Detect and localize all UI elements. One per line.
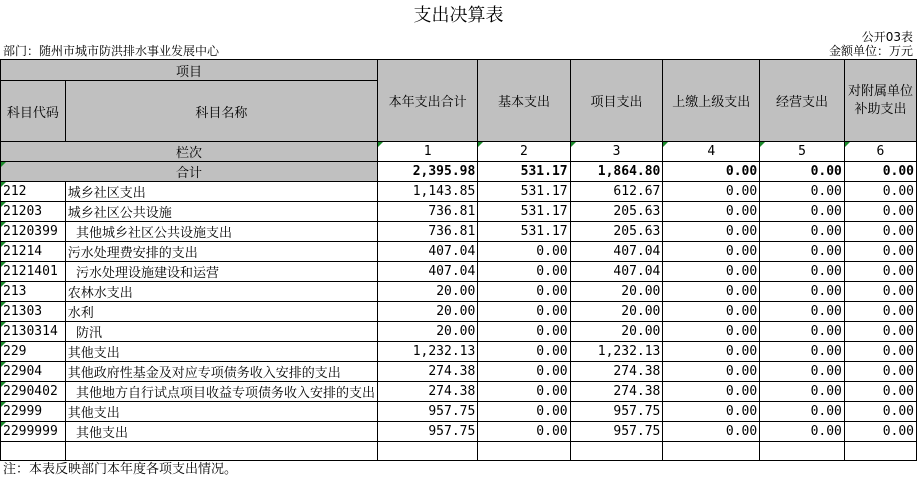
amount-cell: 20.00 (570, 322, 663, 342)
header-code: 科目代码 (1, 81, 66, 142)
table-row (1, 282, 917, 302)
amount-cell: 1,232.13 (378, 342, 478, 362)
empty-cell (760, 442, 845, 461)
subject-code-cell: 2120399 (1, 222, 66, 242)
empty-cell (478, 442, 570, 461)
subject-code-cell: 22999 (1, 402, 66, 422)
amount-cell: 0.00 (760, 362, 845, 382)
amount-cell: 20.00 (570, 282, 663, 302)
amount-cell: 407.04 (570, 242, 663, 262)
amount-cell: 736.81 (378, 202, 478, 222)
amount-cell: 0.00 (760, 402, 845, 422)
amount-unit-label: 金额单位：万元 (828, 44, 913, 58)
subject-name-cell: 污水处理设施建设和运营 (65, 262, 377, 282)
expenditure-table (0, 59, 917, 461)
table-row (1, 262, 917, 282)
amount-cell: 0.00 (760, 342, 845, 362)
subject-code-cell: 2299999 (1, 422, 66, 442)
amount-cell: 0.00 (663, 242, 760, 262)
amount-cell: 1,232.13 (570, 342, 663, 362)
amount-cell: 0.00 (478, 422, 570, 442)
amount-cell: 0.00 (663, 302, 760, 322)
amount-cell: 0.00 (663, 402, 760, 422)
header-name: 科目名称 (65, 81, 377, 142)
amount-cell: 0.00 (663, 342, 760, 362)
amount-cell: 0.00 (478, 262, 570, 282)
empty-cell (1, 442, 66, 461)
amount-cell: 0.00 (663, 222, 760, 242)
amount-cell: 0.00 (478, 242, 570, 262)
subject-code-cell: 2130314 (1, 322, 66, 342)
amount-cell: 0.00 (760, 222, 845, 242)
amount-cell: 531.17 (478, 182, 570, 202)
amount-cell: 0.00 (844, 282, 916, 302)
subject-name-cell: 其他地方自行试点项目收益专项债务收入安排的支出 (65, 382, 377, 402)
subject-name-cell: 水利 (65, 302, 377, 322)
amount-cell: 0.00 (663, 182, 760, 202)
index-col: 5 (760, 142, 845, 162)
amount-cell: 0.00 (844, 382, 916, 402)
amount-cell: 0.00 (844, 402, 916, 422)
index-col: 6 (844, 142, 916, 162)
index-col: 1 (378, 142, 478, 162)
empty-cell (378, 442, 478, 461)
table-row (1, 342, 917, 362)
total-row-label: 合计 (1, 162, 378, 182)
table-row (1, 402, 917, 422)
amount-cell: 0.00 (760, 182, 845, 202)
amount-cell: 1,143.85 (378, 182, 478, 202)
amount-cell: 0.00 (663, 282, 760, 302)
subject-name-cell: 防汛 (65, 322, 377, 342)
subject-code-cell: 2121401 (1, 262, 66, 282)
amount-cell: 205.63 (570, 222, 663, 242)
header-project: 项目支出 (570, 60, 663, 142)
amount-cell: 274.38 (570, 382, 663, 402)
amount-cell: 0.00 (663, 382, 760, 402)
total-value: 1,864.80 (570, 162, 663, 182)
amount-cell: 0.00 (663, 322, 760, 342)
amount-cell: 957.75 (570, 402, 663, 422)
header-subsidy: 对附属单位补助支出 (844, 60, 916, 142)
amount-cell: 957.75 (378, 422, 478, 442)
amount-cell: 407.04 (378, 262, 478, 282)
amount-cell: 0.00 (844, 222, 916, 242)
subject-code-cell: 21303 (1, 302, 66, 322)
amount-cell: 531.17 (478, 202, 570, 222)
table-row (1, 202, 917, 222)
header-basic: 基本支出 (478, 60, 570, 142)
subject-name-cell: 其他城乡社区公共设施支出 (65, 222, 377, 242)
subject-code-cell: 213 (1, 282, 66, 302)
amount-cell: 0.00 (760, 382, 845, 402)
total-value: 0.00 (844, 162, 916, 182)
amount-cell: 0.00 (760, 422, 845, 442)
amount-cell: 407.04 (570, 262, 663, 282)
subject-name-cell: 城乡社区支出 (65, 182, 377, 202)
subject-name-cell: 污水处理费安排的支出 (65, 242, 377, 262)
header-business: 经营支出 (760, 60, 845, 142)
subject-name-cell: 其他支出 (65, 342, 377, 362)
amount-cell: 407.04 (378, 242, 478, 262)
amount-cell: 274.38 (378, 382, 478, 402)
amount-cell: 0.00 (844, 342, 916, 362)
amount-cell: 0.00 (663, 422, 760, 442)
index-row-label: 栏次 (1, 142, 378, 162)
amount-cell: 0.00 (478, 362, 570, 382)
amount-cell: 0.00 (760, 262, 845, 282)
amount-cell: 20.00 (378, 322, 478, 342)
total-value: 0.00 (663, 162, 760, 182)
amount-cell: 0.00 (844, 362, 916, 382)
amount-cell: 957.75 (570, 422, 663, 442)
index-col: 3 (570, 142, 663, 162)
amount-cell: 0.00 (478, 342, 570, 362)
amount-cell: 957.75 (378, 402, 478, 422)
amount-cell: 0.00 (844, 322, 916, 342)
subject-name-cell: 城乡社区公共设施 (65, 202, 377, 222)
amount-cell: 20.00 (378, 302, 478, 322)
amount-cell: 0.00 (760, 302, 845, 322)
empty-cell (570, 442, 663, 461)
total-value: 531.17 (478, 162, 570, 182)
table-row (1, 302, 917, 322)
amount-cell: 0.00 (478, 302, 570, 322)
subject-code-cell: 21203 (1, 202, 66, 222)
amount-cell: 0.00 (760, 242, 845, 262)
index-col: 2 (478, 142, 570, 162)
amount-cell: 0.00 (478, 402, 570, 422)
amount-cell: 0.00 (844, 422, 916, 442)
table-row (1, 182, 917, 202)
table-row (1, 382, 917, 402)
subject-code-cell: 229 (1, 342, 66, 362)
subject-name-cell: 其他政府性基金及对应专项债务收入安排的支出 (65, 362, 377, 382)
total-value: 0.00 (760, 162, 845, 182)
header-upper: 上缴上级支出 (663, 60, 760, 142)
amount-cell: 736.81 (378, 222, 478, 242)
empty-row (1, 442, 917, 461)
table-title: 支出决算表 (413, 5, 504, 26)
header-item: 项目 (1, 60, 378, 81)
amount-cell: 0.00 (478, 382, 570, 402)
department-label: 部门：随州市城市防洪排水事业发展中心 (3, 44, 220, 58)
table-row (1, 322, 917, 342)
table-row (1, 362, 917, 382)
amount-cell: 0.00 (663, 362, 760, 382)
amount-cell: 274.38 (378, 362, 478, 382)
subject-code-cell: 21214 (1, 242, 66, 262)
table-row (1, 422, 917, 442)
table-row (1, 222, 917, 242)
amount-cell: 205.63 (570, 202, 663, 222)
empty-cell (663, 442, 760, 461)
subject-name-cell: 其他支出 (65, 402, 377, 422)
total-value: 2,395.98 (378, 162, 478, 182)
subject-code-cell: 22904 (1, 362, 66, 382)
amount-cell: 0.00 (844, 182, 916, 202)
amount-cell: 0.00 (844, 242, 916, 262)
amount-cell: 0.00 (844, 202, 916, 222)
subject-name-cell: 其他支出 (65, 422, 377, 442)
amount-cell: 0.00 (478, 282, 570, 302)
index-col: 4 (663, 142, 760, 162)
empty-cell (65, 442, 377, 461)
sheet-number: 公开03表 (861, 30, 913, 44)
empty-cell (844, 442, 916, 461)
amount-cell: 0.00 (663, 262, 760, 282)
amount-cell: 0.00 (478, 322, 570, 342)
amount-cell: 0.00 (760, 202, 845, 222)
amount-cell: 531.17 (478, 222, 570, 242)
amount-cell: 0.00 (844, 262, 916, 282)
subject-code-cell: 2290402 (1, 382, 66, 402)
subject-name-cell: 农林水支出 (65, 282, 377, 302)
subject-code-cell: 212 (1, 182, 66, 202)
amount-cell: 0.00 (760, 322, 845, 342)
amount-cell: 0.00 (844, 302, 916, 322)
amount-cell: 20.00 (570, 302, 663, 322)
amount-cell: 274.38 (570, 362, 663, 382)
table-row (1, 242, 917, 262)
amount-cell: 20.00 (378, 282, 478, 302)
amount-cell: 0.00 (760, 282, 845, 302)
amount-cell: 612.67 (570, 182, 663, 202)
amount-cell: 0.00 (663, 202, 760, 222)
footnote: 注：本表反映部门本年度各项支出情况。 (3, 462, 238, 477)
header-total: 本年支出合计 (378, 60, 478, 142)
